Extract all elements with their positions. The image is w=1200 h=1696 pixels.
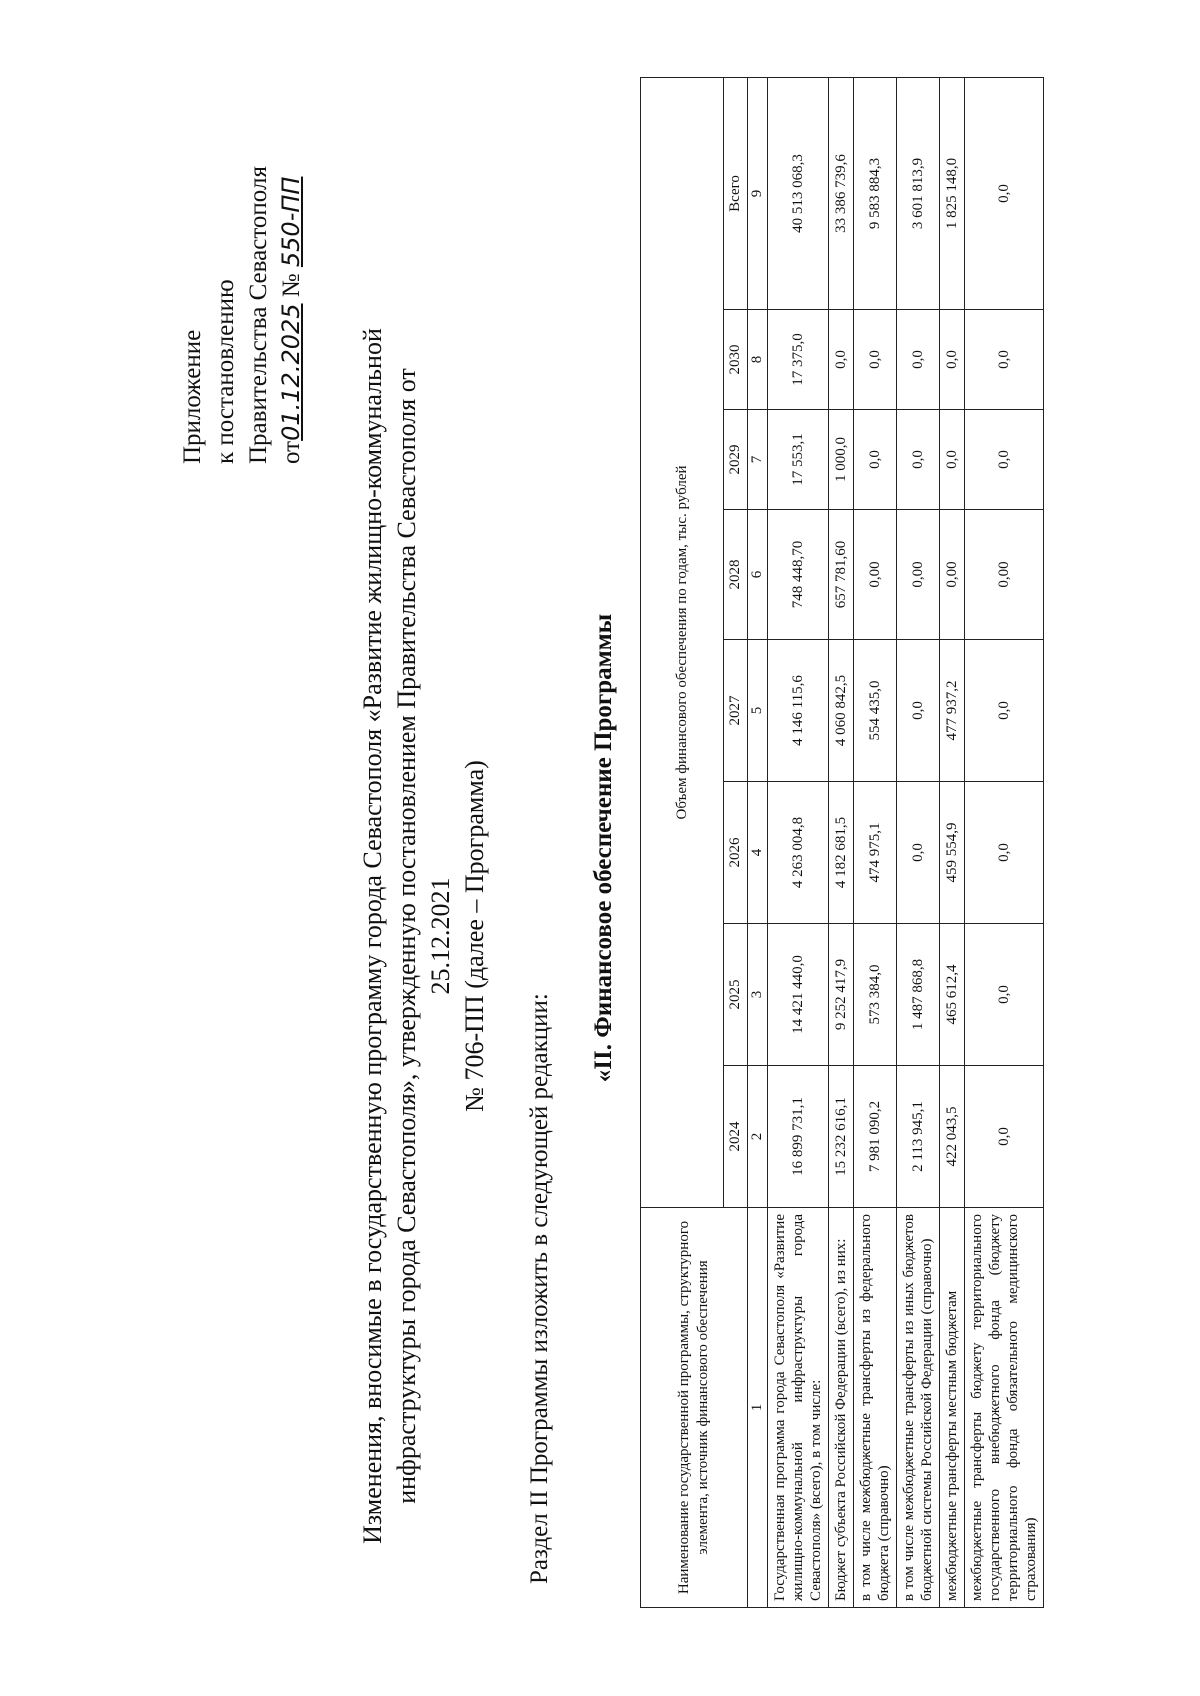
appendix-block bbox=[176, 34, 308, 464]
value-cell: 1 487 868,8 bbox=[897, 924, 940, 1066]
value-cell: 0,0 bbox=[965, 310, 1044, 410]
value-cell: 4 060 842,5 bbox=[829, 640, 854, 782]
value-cell: 554 435,0 bbox=[854, 640, 897, 782]
year-header: 2030 bbox=[724, 310, 748, 410]
table-row bbox=[829, 77, 854, 1607]
column-index: 7 bbox=[748, 410, 768, 510]
value-cell: 2 113 945,1 bbox=[897, 1066, 940, 1208]
changes-heading bbox=[356, 316, 492, 1556]
value-cell: 0,0 bbox=[854, 410, 897, 510]
year-header: 2029 bbox=[724, 410, 748, 510]
value-cell: 0,0 bbox=[940, 410, 965, 510]
value-cell: 7 981 090,2 bbox=[854, 1066, 897, 1208]
handwritten-date: 01.12.2025 bbox=[277, 303, 305, 441]
value-cell: 4 182 681,5 bbox=[829, 782, 854, 924]
value-cell: 657 781,60 bbox=[829, 510, 854, 640]
column-index: 4 bbox=[748, 782, 768, 924]
year-header: 2024 bbox=[724, 1066, 748, 1208]
value-cell: 0,0 bbox=[897, 782, 940, 924]
value-cell: 1 000,0 bbox=[829, 410, 854, 510]
value-cell: 0,00 bbox=[854, 510, 897, 640]
value-cell: 459 554,9 bbox=[940, 782, 965, 924]
value-cell: 0,00 bbox=[965, 510, 1044, 640]
column-index: 1 bbox=[748, 1208, 768, 1608]
total-header: Всего bbox=[724, 77, 748, 309]
total-cell: 40 513 068,3 bbox=[768, 77, 829, 309]
table-row bbox=[897, 77, 940, 1607]
table-row bbox=[854, 77, 897, 1607]
row-label: в том числе межбюджетные трансферты из федерального бюджета (справочно) bbox=[854, 1208, 897, 1608]
value-cell: 0,0 bbox=[965, 924, 1044, 1066]
value-cell: 0,0 bbox=[965, 640, 1044, 782]
value-cell: 17 553,1 bbox=[768, 410, 829, 510]
value-cell: 477 937,2 bbox=[940, 640, 965, 782]
year-header: 2026 bbox=[724, 782, 748, 924]
section-title: «II. Финансовое обеспечение Программы bbox=[590, 613, 617, 1083]
table-row bbox=[768, 77, 829, 1607]
year-header: 2028 bbox=[724, 510, 748, 640]
value-cell: 0,0 bbox=[965, 782, 1044, 924]
value-cell: 0,0 bbox=[897, 310, 940, 410]
value-cell: 14 421 440,0 bbox=[768, 924, 829, 1066]
appendix-title: Приложение bbox=[179, 329, 206, 464]
year-header: 2027 bbox=[724, 640, 748, 782]
column-index: 8 bbox=[748, 310, 768, 410]
column-index: 9 bbox=[748, 77, 768, 309]
value-cell: 0,00 bbox=[897, 510, 940, 640]
value-cell: 0,0 bbox=[897, 640, 940, 782]
total-cell: 33 386 739,6 bbox=[829, 77, 854, 309]
row-label: в том числе межбюджетные трансферты из иных бюджетов бюджетной системы Российской Федерации (справочно) bbox=[897, 1208, 940, 1608]
year-header: 2025 bbox=[724, 924, 748, 1066]
value-cell: 0,0 bbox=[829, 310, 854, 410]
date-prefix: от bbox=[278, 440, 305, 464]
row-label: Бюджет субъекта Российской Федерации (всего), из них: bbox=[829, 1208, 854, 1608]
changes-heading-line-2: инфраструктуры города Севастополя», утвержденную постановлением Правительства Севастополя от 25.12.2021 bbox=[392, 368, 455, 1504]
table-row bbox=[965, 77, 1044, 1607]
value-cell: 0,0 bbox=[965, 1066, 1044, 1208]
column-index-row bbox=[748, 77, 768, 1607]
value-cell: 573 384,0 bbox=[854, 924, 897, 1066]
table-header-row bbox=[641, 77, 724, 1607]
changes-heading-line-1: Изменения, вносимые в государственную программу города Севастополя «Развитие жилищно-коммунальной bbox=[358, 328, 387, 1544]
appendix-date-number bbox=[275, 34, 308, 464]
value-cell: 4 146 115,6 bbox=[768, 640, 829, 782]
value-cell: 9 252 417,9 bbox=[829, 924, 854, 1066]
row-label: межбюджетные трансферты бюджету территориального государственного внебюджетного фонда (бюджету территориального фонда обязательного медицинского страхования) bbox=[965, 1208, 1044, 1608]
changes-heading-line-3: № 706-ПП (далее – Программа) bbox=[460, 760, 489, 1112]
value-cell: 465 612,4 bbox=[940, 924, 965, 1066]
total-cell: 1 825 148,0 bbox=[940, 77, 965, 309]
total-cell: 0,0 bbox=[965, 77, 1044, 309]
value-cell: 17 375,0 bbox=[768, 310, 829, 410]
header-volume-cell: Объем финансового обеспечения по годам, тыс. рублей bbox=[641, 77, 724, 1207]
value-cell: 0,00 bbox=[940, 510, 965, 640]
column-index: 6 bbox=[748, 510, 768, 640]
value-cell: 15 232 616,1 bbox=[829, 1066, 854, 1208]
total-cell: 9 583 884,3 bbox=[854, 77, 897, 309]
total-cell: 3 601 813,9 bbox=[897, 77, 940, 309]
row-label: Государственная программа города Севастополя «Развитие жилищно-коммунальной инфраструктуры города Севастополя» (всего), в том числе: bbox=[768, 1208, 829, 1608]
row-label: межбюджетные трансферты местным бюджетам bbox=[940, 1208, 965, 1608]
number-prefix: № bbox=[278, 273, 305, 298]
value-cell: 748 448,70 bbox=[768, 510, 829, 640]
value-cell: 0,0 bbox=[965, 410, 1044, 510]
value-cell: 0,0 bbox=[940, 310, 965, 410]
value-cell: 16 899 731,1 bbox=[768, 1066, 829, 1208]
value-cell: 0,0 bbox=[897, 410, 940, 510]
appendix-government: Правительства Севастополя bbox=[245, 166, 272, 464]
header-name-cell: Наименование государственной программы, структурного элемента, источник финансового обеспечения bbox=[641, 1208, 748, 1608]
value-cell: 422 043,5 bbox=[940, 1066, 965, 1208]
value-cell: 4 263 004,8 bbox=[768, 782, 829, 924]
section-instruction: Раздел II Программы изложить в следующей редакции: bbox=[526, 993, 553, 1584]
column-index: 2 bbox=[748, 1066, 768, 1208]
table-row bbox=[940, 77, 965, 1607]
financing-table bbox=[640, 77, 1044, 1608]
handwritten-number: 550-ПП bbox=[277, 176, 305, 268]
column-index: 5 bbox=[748, 640, 768, 782]
column-index: 3 bbox=[748, 924, 768, 1066]
value-cell: 474 975,1 bbox=[854, 782, 897, 924]
value-cell: 0,0 bbox=[854, 310, 897, 410]
appendix-to-resolution: к постановлению bbox=[212, 279, 239, 464]
